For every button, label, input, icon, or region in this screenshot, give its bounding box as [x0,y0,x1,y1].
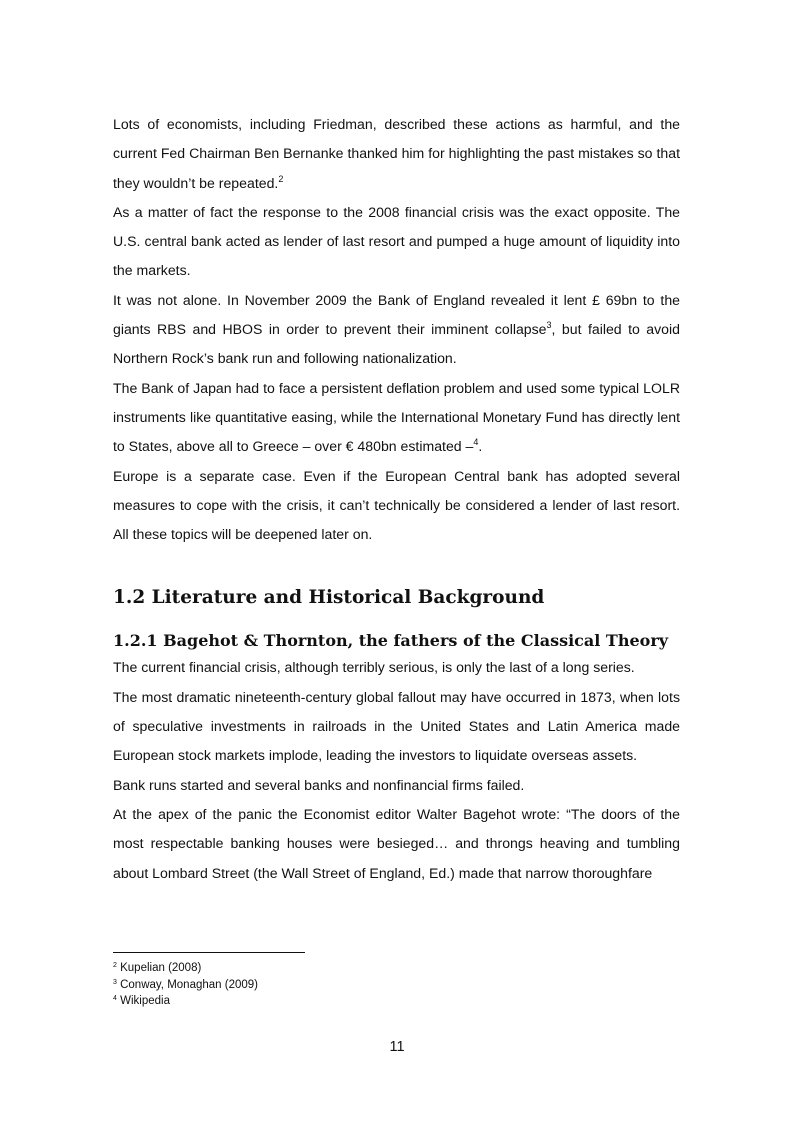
footnote-text: Kupelian (2008) [120,962,202,974]
footnote-ref-3[interactable]: 3 [546,320,552,331]
paragraph-bagehot-quote: At the apex of the panic the Economist editor Walter Bagehot wrote: “The doors of the most respectable banking houses were besieged… and throngs heaving and tumbling about Lombard Street (the Wall Street of England, Ed.) made that narrow thoroughfare [113,805,680,881]
paragraph-bank-of-england [113,286,680,374]
paragraph-bank-of-japan [113,374,680,462]
section-heading: 1.2 Literature and Historical Background [113,587,545,609]
paragraph-1873-fallout: The most dramatic nineteenth-century global fallout may have occurred in 1873, when lots of speculative investments in railroads in the United States and Latin America made European stock markets implode, leading the investors to liquidate overseas assets. [113,688,680,764]
footnote-text: Wikipedia [120,995,170,1007]
paragraph-bank-runs: Bank runs started and several banks and nonfinancial firms failed. [113,776,525,793]
paragraph-text: As a matter of fact the response to the 2008 financial crisis was the exact opposite. The U.S. central bank acted as lender of last resort and pumped a huge amount of liquidity into the markets. [113,203,680,279]
footnote-ref-2[interactable]: 2 [278,173,284,184]
footnote-4 [113,993,680,1010]
subsection-heading: 1.2.1 Bagehot & Thornton, the fathers of the Classical Theory [113,631,669,651]
paragraph-text: It was not alone. In November 2009 the Bank of England revealed it lent £ 69bn to the giants RBS and HBOS in order to prevent their imminent collapse [113,291,680,338]
paragraph-text: The Bank of Japan had to face a persistent deflation problem and used some typical LOLR instruments like quantitative easing, while the International Monetary Fund has directly lent to States, above all to Greece – over € 480bn estimated – [113,379,680,455]
paragraph-text-continued: . [478,438,483,455]
paragraph-text-continued: , but failed to avoid Northern Rock’s bank run and following nationalization. [113,321,680,367]
footnote-3 [113,977,680,994]
page-body [113,110,680,888]
footnote-2 [113,960,680,977]
footnote-separator [113,952,305,953]
footnote-number: 4 [113,995,117,1002]
paragraph-text: Europe is a separate case. Even if the European Central bank has adopted several measures to cope with the crisis, it can’t technically be considered a lender of last resort. All these topics will be deepened later on. [113,467,680,543]
footnote-ref-4[interactable]: 4 [473,437,479,448]
footnote-number: 3 [113,978,117,986]
paragraph-current-crisis: The current financial crisis, although terribly serious, is only the last of a long series. [113,659,635,676]
footnote-text: Conway, Monaghan (2009) [120,978,258,991]
paragraph-europe [113,462,680,550]
page-number: 11 [389,1039,405,1055]
paragraph-text: Lots of economists, including Friedman, described these actions as harmful, and the current Fed Chairman Ben Bernanke thanked him for highlighting the past mistakes so that they wouldn’t be repeated. [113,116,680,191]
paragraph-2008-response [113,198,680,286]
paragraph-friedman [113,110,680,198]
footnotes [113,960,680,1010]
footnote-number: 2 [113,962,117,969]
